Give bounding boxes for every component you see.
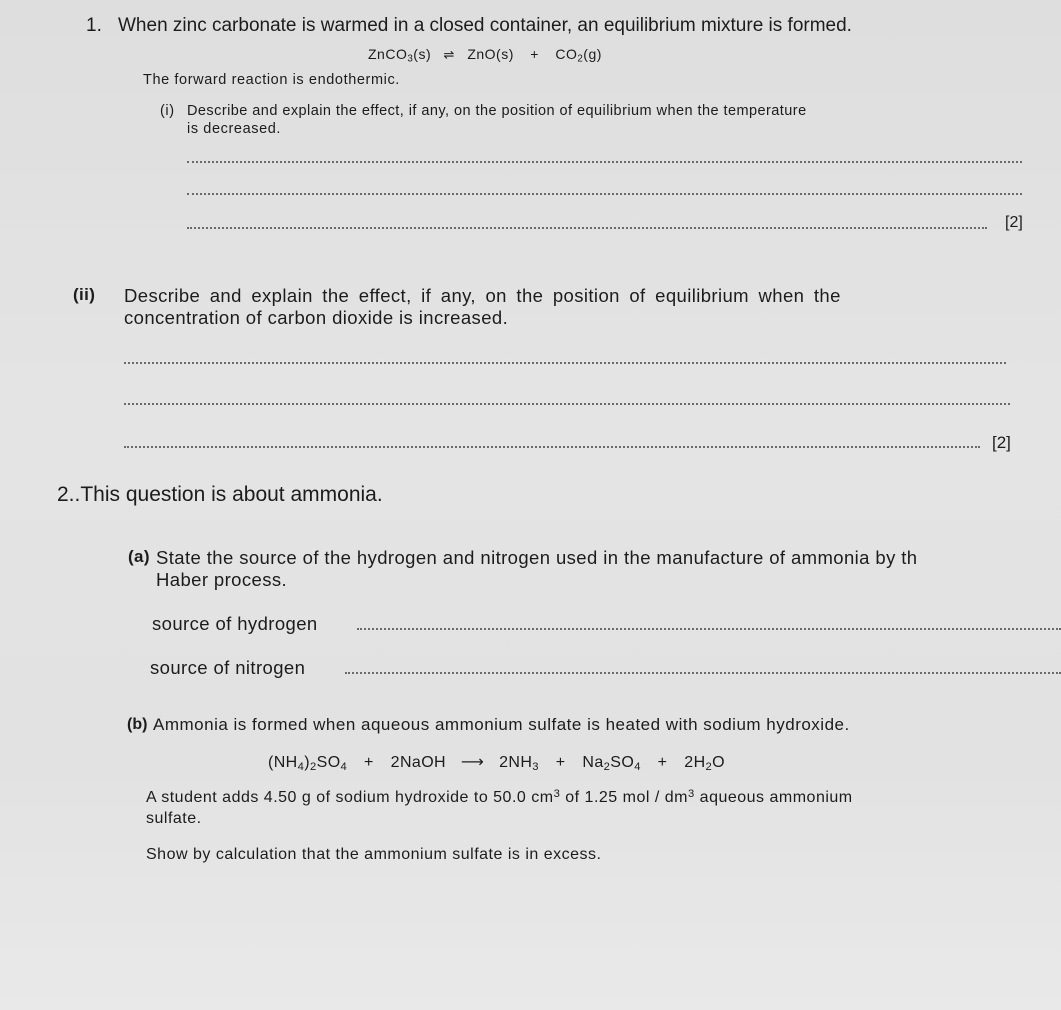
q2-part-a-text: State the source of the hydrogen and nitrogen used in the manufacture of ammonia by th — [156, 547, 918, 568]
q2-part-a-label: (a) — [128, 547, 150, 566]
q2-student-c: aqueous ammonium — [694, 789, 853, 806]
q2-eq-p2-tail: SO — [610, 754, 635, 771]
q2-concentration: 1.25 mol / dm — [584, 789, 688, 806]
answer-line[interactable] — [124, 362, 1006, 364]
q1-part-i-text-cont: is decreased. — [187, 121, 282, 137]
answer-line[interactable] — [187, 193, 1022, 195]
q2-eq-plus: + — [364, 754, 374, 771]
question-1-stem: When zinc carbonate is warmed in a closed container, an equilibrium mixture is formed. — [118, 15, 852, 36]
q2-student-b: of — [560, 789, 585, 806]
source-of-hydrogen-answer-line[interactable] — [357, 628, 1061, 630]
q1-part-ii-label: (ii) — [73, 285, 96, 304]
q1-part-ii-marks: [2] — [992, 433, 1011, 452]
source-of-nitrogen-answer-line[interactable] — [345, 672, 1061, 674]
q1-eq-product-a: ZnO(s) — [467, 46, 514, 62]
q2-eq-p3-tail: O — [712, 754, 726, 771]
q1-part-i-marks: [2] — [1005, 214, 1023, 231]
q1-eq-reactant: ZnCO — [368, 46, 408, 62]
source-of-hydrogen-label: source of hydrogen — [152, 613, 318, 634]
q2-equation — [268, 752, 725, 772]
q2-eq-r1-open: (NH — [268, 754, 298, 771]
q2-eq-plus: + — [657, 754, 668, 771]
q2-eq-p1-sub: 3 — [532, 760, 539, 773]
q2-eq-r1-close: ) — [304, 754, 310, 771]
q2-eq-r1-sub1: 4 — [297, 760, 305, 773]
source-of-nitrogen-label: source of nitrogen — [150, 657, 306, 678]
q2-eq-r1-sub3: 4 — [340, 760, 348, 773]
answer-line[interactable] — [124, 446, 980, 448]
q2-student-a: A student adds 4.50 g of sodium hydroxide to — [146, 789, 494, 806]
q2-eq-p2: Na — [582, 754, 604, 771]
reaction-arrow-icon: ⟶ — [460, 754, 485, 771]
q2-student-statement-cont: sulfate. — [146, 810, 202, 827]
question-2-heading: 2..This question is about ammonia. — [57, 483, 383, 506]
q2-eq-r1-sub2: 2 — [310, 760, 317, 773]
q1-eq-reactant-sub: 3 — [407, 53, 414, 65]
q2-volume-sup: 3 — [553, 787, 561, 800]
answer-line[interactable] — [187, 161, 1022, 163]
q1-equation — [368, 46, 602, 63]
q1-eq-product-b-sub: 2 — [577, 53, 584, 65]
q1-part-i-label: (i) — [160, 103, 175, 119]
q1-eq-reactant-state: (s) — [413, 46, 432, 62]
answer-line[interactable] — [124, 403, 1010, 405]
q2-part-b-label: (b) — [127, 716, 148, 733]
q1-eq-plus: + — [530, 46, 539, 62]
q2-concentration-sup: 3 — [687, 787, 695, 800]
q1-part-i-text: Describe and explain the effect, if any, on the position of equilibrium when the temperature — [187, 103, 807, 119]
q2-part-a-text-cont: Haber process. — [156, 569, 288, 590]
q1-eq-product-b-state: (g) — [583, 46, 602, 62]
q2-part-b-text: Ammonia is formed when aqueous ammonium sulfate is heated with sodium hydroxide. — [153, 715, 850, 734]
question-1-number: 1. — [86, 15, 102, 36]
q2-eq-p3-sub: 2 — [705, 760, 713, 773]
q2-eq-p2-sub1: 2 — [603, 760, 611, 773]
q2-volume: 50.0 cm — [493, 789, 554, 806]
q2-eq-r1-tail: SO — [316, 754, 341, 771]
q2-eq-plus: + — [555, 754, 566, 771]
q2-eq-naoh: 2NaOH — [390, 754, 446, 771]
q1-endothermic-note: The forward reaction is endothermic. — [143, 72, 400, 88]
q2-student-statement — [146, 789, 853, 807]
q1-part-ii-text: Describe and explain the effect, if any, on the position of equilibrium when the — [124, 285, 841, 306]
q1-eq-product-b: CO — [555, 46, 578, 62]
q1-part-ii-text-cont: concentration of carbon dioxide is increased. — [124, 307, 509, 328]
q2-eq-p3: 2H — [684, 754, 706, 771]
answer-line[interactable] — [187, 227, 987, 229]
q2-eq-p1: 2NH — [499, 754, 533, 771]
q2-calculation-instruction: Show by calculation that the ammonium sulfate is in excess. — [146, 846, 602, 863]
q2-eq-p2-sub2: 4 — [634, 760, 641, 773]
equilibrium-arrow-icon: ⇌ — [443, 47, 455, 62]
